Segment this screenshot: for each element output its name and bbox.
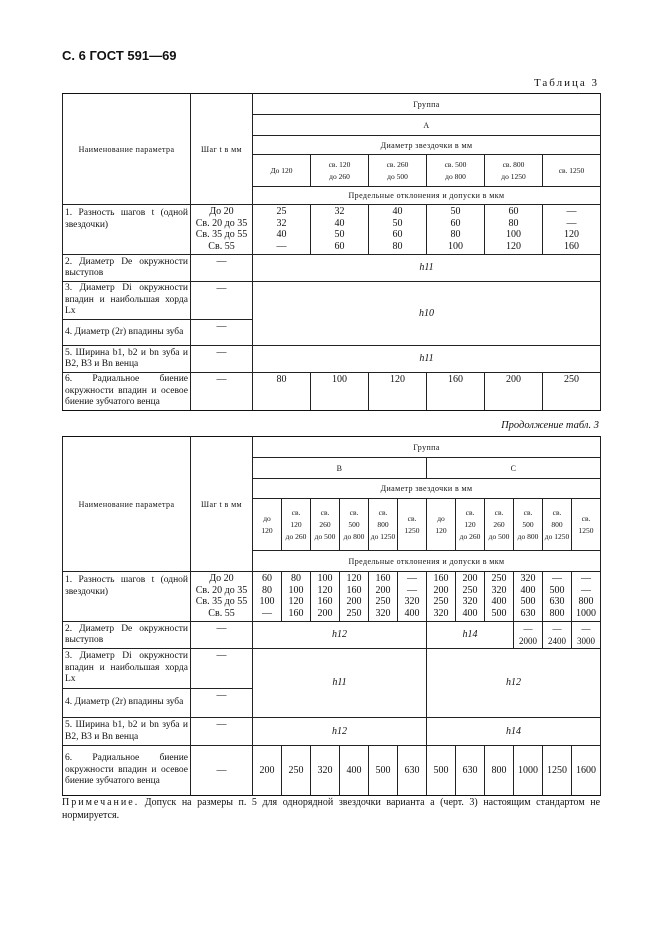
diameter-col: до 120 — [253, 499, 282, 551]
row34-group-b-value: h11 — [253, 649, 427, 718]
row2-name: 2. Диаметр Dе окружности выступов — [63, 255, 191, 282]
row1-col: 200 250 320 400 — [456, 572, 485, 622]
row6-name: 6. Радиальное биение окружности впадин и осевое биение зубчатого венца — [63, 746, 191, 796]
diameter-label: Диаметр звездочки в мм — [253, 479, 601, 499]
row34-group-c-value: h12 — [427, 649, 601, 718]
row6-cell: 1250 — [543, 746, 572, 796]
row2-name: 2. Диаметр Dе окружности выступов — [63, 622, 191, 649]
footnote-label: Примечание. — [62, 797, 140, 808]
deviation-label: Предельные отклонения и допуски в мкм — [253, 187, 601, 205]
row1-steps: До 20 Св. 20 до 35 Св. 35 до 55 Св. 55 — [191, 205, 253, 255]
diameter-col: св. 500 до 800 — [427, 155, 485, 187]
diameter-col: До 120 — [253, 155, 311, 187]
diameter-col: св. 120 до 260 — [456, 499, 485, 551]
row1-col: 250 320 400 500 — [485, 572, 514, 622]
row1-col: — — 800 1000 — [572, 572, 601, 622]
row34-value: h10 — [253, 282, 601, 346]
table1-caption: Таблица 3 — [533, 77, 599, 89]
row6-cell: 160 — [427, 373, 485, 411]
diameter-label: Диаметр звездочки в мм — [253, 136, 601, 155]
diameter-col: св. 1250 — [572, 499, 601, 551]
row2-c-cell: —3000 — [572, 622, 601, 649]
row6-cell: 500 — [427, 746, 456, 796]
row1-col: 160 200 250 320 — [369, 572, 398, 622]
row5-group-c-value: h14 — [427, 718, 601, 746]
row1-col: — — 120 160 — [543, 205, 601, 255]
row5-group-b-value: h12 — [253, 718, 427, 746]
table1 — [62, 93, 601, 411]
group-a: А — [253, 115, 601, 136]
row5-step: — — [191, 346, 253, 373]
footnote — [62, 797, 600, 822]
row1-col: 100 120 160 200 — [311, 572, 340, 622]
diameter-col: св. 120 до 260 — [311, 155, 369, 187]
row1-col: 120 160 200 250 — [340, 572, 369, 622]
row1-col: 60 80 100 120 — [485, 205, 543, 255]
row5-step: — — [191, 718, 253, 746]
row6-cell: 1600 — [572, 746, 601, 796]
row6-cell: 250 — [543, 373, 601, 411]
row5-value: h11 — [253, 346, 601, 373]
row2-c-cell: —2000 — [514, 622, 543, 649]
row3-name: 3. Диаметр Di окружности впадин и наибольшая хорда Lх — [63, 282, 191, 320]
diameter-col: св. 800 до 1250 — [543, 499, 572, 551]
group-label: Группа — [253, 437, 601, 458]
row2-value: h11 — [253, 255, 601, 282]
row1-col: 80 100 120 160 — [282, 572, 311, 622]
row6-cell: 250 — [282, 746, 311, 796]
row2-group-b-value: h12 — [253, 622, 427, 649]
row1-col: 320 400 500 630 — [514, 572, 543, 622]
row4-name: 4. Диаметр (2r) впадины зуба — [63, 320, 191, 346]
row4-name: 4. Диаметр (2r) впадины зуба — [63, 689, 191, 718]
diameter-col: св. 500 до 800 — [514, 499, 543, 551]
row6-cell: 630 — [398, 746, 427, 796]
diameter-col: св. 1250 — [543, 155, 601, 187]
group-c: С — [427, 458, 601, 479]
row2-step: — — [191, 255, 253, 282]
row1-col: 25 32 40 — — [253, 205, 311, 255]
diameter-col: св. 120 до 260 — [282, 499, 311, 551]
row1-col: — 500 630 800 — [543, 572, 572, 622]
row6-cell: 320 — [311, 746, 340, 796]
row3-step: — — [191, 649, 253, 689]
row4-step: — — [191, 320, 253, 346]
row1-col: 50 60 80 100 — [427, 205, 485, 255]
page-header: С. 6 ГОСТ 591—69 — [62, 48, 177, 63]
row5-name: 5. Ширина b1, b2 и bn зуба и B2, B3 и Bn венца — [63, 346, 191, 373]
col-step-header: Шаг t в мм — [191, 437, 253, 572]
diameter-col: св. 500 до 800 — [340, 499, 369, 551]
diameter-col: св. 260 до 500 — [485, 499, 514, 551]
row2-c-cell: —2400 — [543, 622, 572, 649]
diameter-col: св. 800 до 1250 — [485, 155, 543, 187]
diameter-col: св. 260 до 500 — [311, 499, 340, 551]
row1-name: 1. Разность шагов t (одной звездочки) — [63, 572, 191, 622]
row6-cell: 1000 — [514, 746, 543, 796]
row3-step: — — [191, 282, 253, 320]
row5-name: 5. Ширина b1, b2 и bn зуба и B2, B3 и Bn венца — [63, 718, 191, 746]
row6-cell: 800 — [485, 746, 514, 796]
diameter-col: до 120 — [427, 499, 456, 551]
col-step-header: Шаг t в мм — [191, 94, 253, 205]
row6-step: — — [191, 746, 253, 796]
table2-caption: Продолжение табл. 3 — [501, 420, 599, 431]
row6-cell: 100 — [311, 373, 369, 411]
row4-step: — — [191, 689, 253, 718]
row2-group-c-value: h14 — [427, 622, 514, 649]
row1-col: 40 50 60 80 — [369, 205, 427, 255]
row3-name: 3. Диаметр Di окружности впадин и наибольшая хорда Lх — [63, 649, 191, 689]
row1-col: 32 40 50 60 — [311, 205, 369, 255]
row1-col: 60 80 100 — — [253, 572, 282, 622]
row6-cell: 200 — [485, 373, 543, 411]
diameter-col: св. 260 до 500 — [369, 155, 427, 187]
row1-col: — — 320 400 — [398, 572, 427, 622]
row6-step: — — [191, 373, 253, 411]
row6-cell: 80 — [253, 373, 311, 411]
row6-name: 6. Радиальное биение окружности впадин и осевое биение зубчатого венца — [63, 373, 191, 411]
row6-cell: 400 — [340, 746, 369, 796]
row6-cell: 200 — [253, 746, 282, 796]
group-b: В — [253, 458, 427, 479]
col-param-header: Наименование параметра — [63, 94, 191, 205]
col-param-header: Наименование параметра — [63, 437, 191, 572]
group-label: Группа — [253, 94, 601, 115]
deviation-label: Предельные отклонения и допуски в мкм — [253, 551, 601, 572]
row6-cell: 630 — [456, 746, 485, 796]
row1-name: 1. Разность шагов t (одной звездочки) — [63, 205, 191, 255]
diameter-col: св. 800 до 1250 — [369, 499, 398, 551]
row6-cell: 120 — [369, 373, 427, 411]
row1-col: 160 200 250 320 — [427, 572, 456, 622]
diameter-col: св. 1250 — [398, 499, 427, 551]
table2 — [62, 436, 601, 796]
row1-steps: До 20 Св. 20 до 35 Св. 35 до 55 Св. 55 — [191, 572, 253, 622]
row2-step: — — [191, 622, 253, 649]
row6-cell: 500 — [369, 746, 398, 796]
footnote-text: Допуск на размеры п. 5 для однорядной звездочки варианта а (черт. 3) настоящим стандартом не нормируется. — [62, 797, 601, 821]
